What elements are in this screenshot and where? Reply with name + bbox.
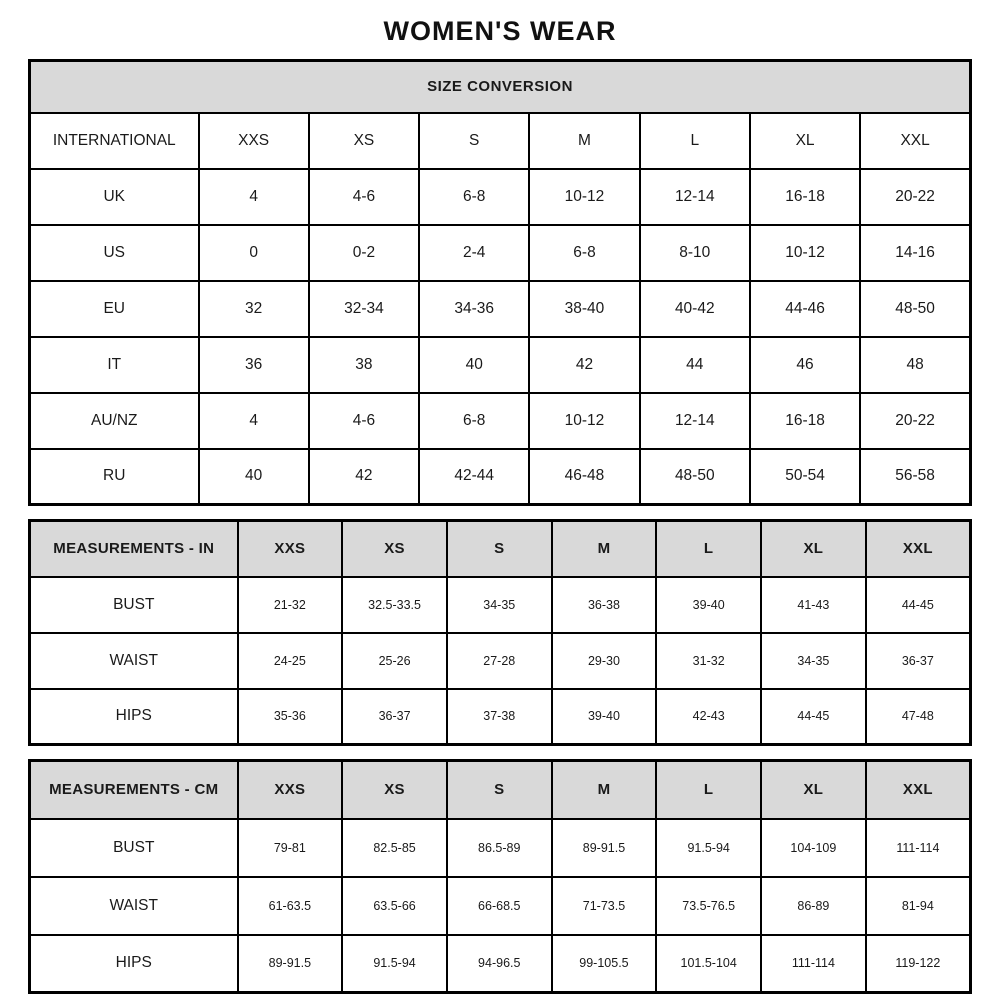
measurement-value-cell: 104-109 [761, 819, 866, 877]
measurement-value-cell: 41-43 [761, 577, 866, 633]
size-value-cell: 16-18 [750, 393, 860, 449]
table-row-hips-cm [30, 935, 971, 993]
measurement-value-cell: 39-40 [656, 577, 761, 633]
measurement-value-cell: 71-73.5 [552, 877, 657, 935]
size-header-cell: S [419, 113, 529, 169]
page-title: WOMEN'S WEAR [383, 16, 617, 46]
size-value-cell: 6-8 [419, 393, 529, 449]
measurement-value-cell: 89-91.5 [552, 819, 657, 877]
measurement-value-cell: 25-26 [342, 633, 447, 689]
measurement-value-cell: 79-81 [238, 819, 343, 877]
size-header-cell: XXL [866, 761, 971, 819]
size-value-cell: 20-22 [860, 393, 970, 449]
size-value-cell: 36 [199, 337, 309, 393]
region-label-cell: UK [30, 169, 199, 225]
size-value-cell: 48-50 [640, 449, 750, 505]
size-value-cell: 6-8 [529, 225, 639, 281]
measurement-value-cell: 82.5-85 [342, 819, 447, 877]
size-header-cell: XL [750, 113, 860, 169]
size-value-cell: 50-54 [750, 449, 860, 505]
size-value-cell: 6-8 [419, 169, 529, 225]
measurement-value-cell: 119-122 [866, 935, 971, 993]
size-header-cell: XS [342, 761, 447, 819]
region-label-cell: RU [30, 449, 199, 505]
size-value-cell: 42-44 [419, 449, 529, 505]
measurements-in-table [28, 519, 972, 746]
measurement-value-cell: 89-91.5 [238, 935, 343, 993]
measurement-value-cell: 86-89 [761, 877, 866, 935]
size-value-cell: 10-12 [529, 169, 639, 225]
table-row-waist-in [30, 633, 971, 689]
table-row-hips-in [30, 689, 971, 745]
table-row-waist-cm [30, 877, 971, 935]
size-value-cell: 4 [199, 393, 309, 449]
size-value-cell: 44-46 [750, 281, 860, 337]
measurements-cm-title: MEASUREMENTS - CM [30, 761, 238, 819]
table-row-it [30, 337, 971, 393]
size-header-cell: S [447, 521, 552, 577]
table-row-us [30, 225, 971, 281]
size-value-cell: 4 [199, 169, 309, 225]
size-value-cell: 20-22 [860, 169, 970, 225]
size-value-cell: 42 [309, 449, 419, 505]
size-value-cell: 40 [199, 449, 309, 505]
size-value-cell: 56-58 [860, 449, 970, 505]
size-value-cell: 4-6 [309, 169, 419, 225]
measurement-value-cell: 32.5-33.5 [342, 577, 447, 633]
size-conversion-title-row [30, 61, 971, 113]
size-header-cell: L [656, 761, 761, 819]
measurement-value-cell: 39-40 [552, 689, 657, 745]
size-header-cell: L [640, 113, 750, 169]
size-value-cell: 12-14 [640, 393, 750, 449]
table-row-bust-in [30, 577, 971, 633]
table-row-aunz [30, 393, 971, 449]
measurement-value-cell: 34-35 [447, 577, 552, 633]
size-value-cell: 14-16 [860, 225, 970, 281]
size-value-cell: 12-14 [640, 169, 750, 225]
size-value-cell: 8-10 [640, 225, 750, 281]
table-row-bust-cm [30, 819, 971, 877]
measurement-value-cell: 36-38 [552, 577, 657, 633]
measurement-value-cell: 66-68.5 [447, 877, 552, 935]
measurement-value-cell: 86.5-89 [447, 819, 552, 877]
size-header-cell: L [656, 521, 761, 577]
table-row-ru [30, 449, 971, 505]
size-header-cell: M [529, 113, 639, 169]
measurement-label-cell: BUST [30, 819, 238, 877]
measurement-value-cell: 37-38 [447, 689, 552, 745]
size-value-cell: 0-2 [309, 225, 419, 281]
measurements-cm-table [28, 759, 972, 994]
measurement-value-cell: 24-25 [238, 633, 343, 689]
size-value-cell: 32 [199, 281, 309, 337]
measurement-value-cell: 35-36 [238, 689, 343, 745]
size-value-cell: 48-50 [860, 281, 970, 337]
region-label-cell: IT [30, 337, 199, 393]
size-header-cell: XXS [199, 113, 309, 169]
measurement-value-cell: 111-114 [866, 819, 971, 877]
measurement-value-cell: 44-45 [866, 577, 971, 633]
table-row-uk [30, 169, 971, 225]
measurement-value-cell: 101.5-104 [656, 935, 761, 993]
size-conversion-title: SIZE CONVERSION [30, 61, 971, 113]
measurements-in-title: MEASUREMENTS - IN [30, 521, 238, 577]
table-row-eu [30, 281, 971, 337]
size-value-cell: 48 [860, 337, 970, 393]
measurement-label-cell: BUST [30, 577, 238, 633]
size-header-cell: XXS [238, 761, 343, 819]
size-header-cell: M [552, 761, 657, 819]
measurement-label-cell: HIPS [30, 935, 238, 993]
size-value-cell: 2-4 [419, 225, 529, 281]
measurements-in-header-row [30, 521, 971, 577]
measurement-value-cell: 81-94 [866, 877, 971, 935]
size-value-cell: 0 [199, 225, 309, 281]
region-label-cell: EU [30, 281, 199, 337]
size-value-cell: 46 [750, 337, 860, 393]
size-value-cell: 16-18 [750, 169, 860, 225]
size-header-cell: S [447, 761, 552, 819]
size-header-cell: XS [342, 521, 447, 577]
size-conversion-table [28, 59, 972, 506]
measurement-value-cell: 44-45 [761, 689, 866, 745]
size-header-cell: XS [309, 113, 419, 169]
size-conversion-header-row [30, 113, 971, 169]
measurement-label-cell: HIPS [30, 689, 238, 745]
measurement-value-cell: 94-96.5 [447, 935, 552, 993]
size-header-cell: M [552, 521, 657, 577]
measurement-value-cell: 36-37 [866, 633, 971, 689]
measurement-value-cell: 47-48 [866, 689, 971, 745]
measurements-cm-header-row [30, 761, 971, 819]
size-value-cell: 38-40 [529, 281, 639, 337]
size-value-cell: 40 [419, 337, 529, 393]
size-header-cell: XXS [238, 521, 343, 577]
measurement-value-cell: 73.5-76.5 [656, 877, 761, 935]
size-header-cell: XXL [866, 521, 971, 577]
size-value-cell: 32-34 [309, 281, 419, 337]
measurement-value-cell: 27-28 [447, 633, 552, 689]
measurement-value-cell: 36-37 [342, 689, 447, 745]
measurement-value-cell: 91.5-94 [656, 819, 761, 877]
measurement-value-cell: 111-114 [761, 935, 866, 993]
measurement-value-cell: 99-105.5 [552, 935, 657, 993]
region-label-cell: US [30, 225, 199, 281]
measurement-value-cell: 63.5-66 [342, 877, 447, 935]
measurement-label-cell: WAIST [30, 633, 238, 689]
region-label-cell: AU/NZ [30, 393, 199, 449]
size-header-cell: XXL [860, 113, 970, 169]
measurement-value-cell: 21-32 [238, 577, 343, 633]
size-value-cell: 4-6 [309, 393, 419, 449]
size-header-cell: XL [761, 521, 866, 577]
size-value-cell: 10-12 [750, 225, 860, 281]
international-header-cell: INTERNATIONAL [30, 113, 199, 169]
measurement-value-cell: 29-30 [552, 633, 657, 689]
size-header-cell: XL [761, 761, 866, 819]
size-value-cell: 44 [640, 337, 750, 393]
size-value-cell: 10-12 [529, 393, 639, 449]
size-value-cell: 38 [309, 337, 419, 393]
measurement-value-cell: 91.5-94 [342, 935, 447, 993]
measurement-label-cell: WAIST [30, 877, 238, 935]
measurement-value-cell: 61-63.5 [238, 877, 343, 935]
size-value-cell: 46-48 [529, 449, 639, 505]
size-value-cell: 40-42 [640, 281, 750, 337]
size-value-cell: 42 [529, 337, 639, 393]
measurement-value-cell: 34-35 [761, 633, 866, 689]
measurement-value-cell: 31-32 [656, 633, 761, 689]
size-value-cell: 34-36 [419, 281, 529, 337]
measurement-value-cell: 42-43 [656, 689, 761, 745]
